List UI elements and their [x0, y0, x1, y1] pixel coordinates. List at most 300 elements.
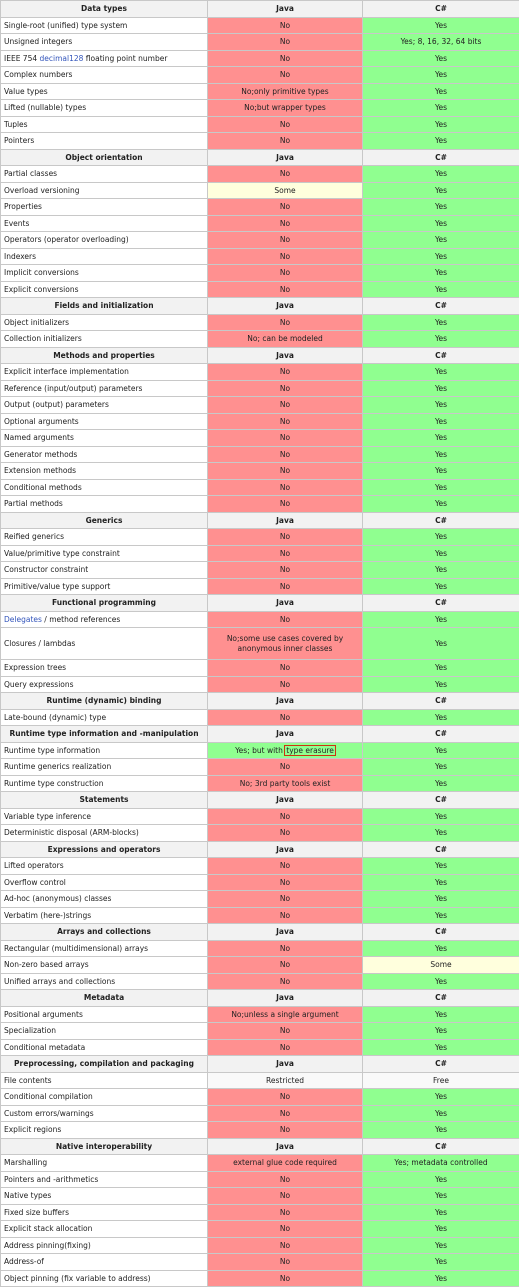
table-row [1, 1188, 519, 1205]
feature-link[interactable]: decimal128 [40, 54, 84, 63]
csharp-value: Yes [363, 676, 519, 693]
table-row [1, 858, 519, 875]
type-erasure-link[interactable]: type erasure [285, 746, 335, 755]
table-row [1, 562, 519, 579]
java-value: No [208, 940, 363, 957]
table-row [1, 742, 519, 759]
java-value: No [208, 676, 363, 693]
column-header-csharp: C# [363, 512, 519, 529]
column-header-java: Java [208, 1, 363, 18]
table-row [1, 116, 519, 133]
section-title[interactable]: Data types [1, 1, 208, 18]
java-value: No [208, 50, 363, 67]
java-value: No [208, 1039, 363, 1056]
java-value-text: Yes; but with [235, 746, 285, 755]
feature-cell [1, 50, 208, 67]
java-value: No [208, 957, 363, 974]
csharp-value: Yes [363, 578, 519, 595]
section-header-preprocessing-compilation-and-packaging [1, 1056, 519, 1073]
table-row [1, 825, 519, 842]
table-row [1, 331, 519, 348]
csharp-value: Yes [363, 825, 519, 842]
csharp-value: Yes [363, 973, 519, 990]
feature-cell: Explicit stack allocation [1, 1221, 208, 1238]
csharp-value: Yes [363, 1171, 519, 1188]
java-value: No [208, 166, 363, 183]
feature-cell [1, 611, 208, 628]
table-row [1, 1204, 519, 1221]
table-row [1, 545, 519, 562]
section-title[interactable]: Runtime type information and -manipulation [1, 726, 208, 743]
feature-cell: Non-zero based arrays [1, 957, 208, 974]
table-row [1, 973, 519, 990]
java-value: No [208, 562, 363, 579]
java-value: No [208, 34, 363, 51]
feature-cell: Pointers and -arithmetics [1, 1171, 208, 1188]
section-header-expressions-and-operators [1, 841, 519, 858]
csharp-value: Yes [363, 413, 519, 430]
csharp-value: Yes [363, 248, 519, 265]
java-value: No [208, 67, 363, 84]
feature-cell: Optional arguments [1, 413, 208, 430]
csharp-value: Yes [363, 874, 519, 891]
feature-cell[interactable]: Unsigned integers [1, 34, 208, 51]
java-value: No [208, 133, 363, 150]
java-value: No [208, 1188, 363, 1205]
csharp-value: Yes [363, 891, 519, 908]
table-row [1, 1072, 519, 1089]
table-row [1, 380, 519, 397]
java-value: No [208, 1171, 363, 1188]
table-row [1, 430, 519, 447]
section-title[interactable]: Functional programming [1, 595, 208, 612]
feature-cell: Lifted operators [1, 858, 208, 875]
section-header-metadata [1, 990, 519, 1007]
feature-cell: Named arguments [1, 430, 208, 447]
csharp-value: Yes [363, 907, 519, 924]
csharp-value: Yes [363, 463, 519, 480]
feature-cell: Specialization [1, 1023, 208, 1040]
table-row [1, 133, 519, 150]
csharp-value: Yes [363, 660, 519, 677]
table-row [1, 83, 519, 100]
table-row [1, 611, 519, 628]
feature-cell[interactable]: Tuples [1, 116, 208, 133]
table-row [1, 314, 519, 331]
table-row [1, 34, 519, 51]
java-value: No [208, 1254, 363, 1271]
section-title: Native interoperability [1, 1138, 208, 1155]
csharp-value: Yes [363, 775, 519, 792]
csharp-value: Yes [363, 166, 519, 183]
table-row [1, 248, 519, 265]
csharp-value: Yes [363, 562, 519, 579]
java-value: No [208, 479, 363, 496]
column-header-java: Java [208, 595, 363, 612]
java-value: No [208, 281, 363, 298]
table-row [1, 1122, 519, 1139]
table-row [1, 628, 519, 660]
table-row [1, 907, 519, 924]
java-value: No [208, 529, 363, 546]
table-row [1, 446, 519, 463]
java-value: No [208, 380, 363, 397]
feature-cell: Reified generics [1, 529, 208, 546]
table-body [1, 1, 519, 1287]
feature-cell: Expression trees [1, 660, 208, 677]
table-row [1, 364, 519, 381]
section-title: Fields and initialization [1, 298, 208, 315]
column-header-java: Java [208, 347, 363, 364]
section-header-statements [1, 792, 519, 809]
table-row [1, 17, 519, 34]
section-title: Statements [1, 792, 208, 809]
table-row [1, 100, 519, 117]
table-row [1, 463, 519, 480]
java-value: No;unless a single argument [208, 1006, 363, 1023]
csharp-value: Yes [363, 1221, 519, 1238]
csharp-value: Yes [363, 17, 519, 34]
java-value: No [208, 1270, 363, 1287]
table-row [1, 166, 519, 183]
feature-cell: Events [1, 215, 208, 232]
feature-cell: Conditional compilation [1, 1089, 208, 1106]
java-value: No [208, 397, 363, 414]
csharp-value: Yes [363, 215, 519, 232]
feature-cell: Conditional metadata [1, 1039, 208, 1056]
java-value: No [208, 17, 363, 34]
table-row [1, 1105, 519, 1122]
java-value: No;only primitive types [208, 83, 363, 100]
java-value: No [208, 1105, 363, 1122]
java-value: No [208, 248, 363, 265]
feature-cell: Marshalling [1, 1155, 208, 1172]
table-row [1, 232, 519, 249]
table-row [1, 397, 519, 414]
feature-cell: Explicit regions [1, 1122, 208, 1139]
feature-link[interactable]: Delegates [4, 615, 42, 624]
csharp-value: Yes [363, 1254, 519, 1271]
table-row [1, 759, 519, 776]
section-header-runtime-dynamic-binding [1, 693, 519, 710]
java-value: No [208, 545, 363, 562]
java-value: No [208, 578, 363, 595]
csharp-value: Yes; 8, 16, 32, 64 bits [363, 34, 519, 51]
feature-cell: Query expressions [1, 676, 208, 693]
feature-cell: Single-root (unified) type system [1, 17, 208, 34]
java-value: No [208, 759, 363, 776]
csharp-value: Yes [363, 116, 519, 133]
table-row [1, 1006, 519, 1023]
feature-cell: Variable type inference [1, 808, 208, 825]
column-header-csharp: C# [363, 149, 519, 166]
table-row [1, 413, 519, 430]
column-header-csharp: C# [363, 841, 519, 858]
table-row [1, 529, 519, 546]
java-value: No;some use cases covered by anonymous inner classes [208, 628, 363, 660]
column-header-java: Java [208, 1056, 363, 1073]
feature-cell: Collection initializers [1, 331, 208, 348]
java-value: No [208, 265, 363, 282]
table-row [1, 940, 519, 957]
java-value: No [208, 709, 363, 726]
column-header-csharp: C# [363, 693, 519, 710]
csharp-value: Yes [363, 742, 519, 759]
feature-cell: Positional arguments [1, 1006, 208, 1023]
feature-cell: Rectangular (multidimensional) arrays [1, 940, 208, 957]
csharp-value: Yes [363, 1006, 519, 1023]
section-title: Expressions and operators [1, 841, 208, 858]
csharp-value: Yes [363, 808, 519, 825]
column-header-java: Java [208, 298, 363, 315]
feature-cell: Unified arrays and collections [1, 973, 208, 990]
table-row [1, 1254, 519, 1271]
java-value [208, 742, 363, 759]
feature-text: floating point number [83, 54, 167, 63]
java-value: No [208, 463, 363, 480]
csharp-value: Yes [363, 1039, 519, 1056]
java-value: No [208, 199, 363, 216]
csharp-value: Yes [363, 759, 519, 776]
java-value: Some [208, 182, 363, 199]
table-row [1, 496, 519, 513]
table-row [1, 265, 519, 282]
section-title: Metadata [1, 990, 208, 1007]
csharp-value: Yes [363, 265, 519, 282]
csharp-value: Yes [363, 331, 519, 348]
table-row [1, 676, 519, 693]
table-row [1, 1270, 519, 1287]
table-row [1, 709, 519, 726]
csharp-value: Yes; metadata controlled [363, 1155, 519, 1172]
feature-cell[interactable]: Complex numbers [1, 67, 208, 84]
feature-cell: Properties [1, 199, 208, 216]
csharp-value: Yes [363, 133, 519, 150]
column-header-csharp: C# [363, 792, 519, 809]
java-value: No [208, 364, 363, 381]
section-header-object-orientation [1, 149, 519, 166]
csharp-value: Yes [363, 496, 519, 513]
java-value: No [208, 413, 363, 430]
feature-cell: Runtime generics realization [1, 759, 208, 776]
csharp-value: Yes [363, 1105, 519, 1122]
csharp-value: Some [363, 957, 519, 974]
csharp-value: Yes [363, 858, 519, 875]
feature-cell: Extension methods [1, 463, 208, 480]
java-value: Restricted [208, 1072, 363, 1089]
table-row [1, 1171, 519, 1188]
section-title: Methods and properties [1, 347, 208, 364]
table-row [1, 957, 519, 974]
csharp-value: Yes [363, 709, 519, 726]
feature-cell: Object initializers [1, 314, 208, 331]
section-header-data-types [1, 1, 519, 18]
feature-text: / method references [42, 615, 120, 624]
java-value: No [208, 907, 363, 924]
java-value: No [208, 1089, 363, 1106]
table-row [1, 281, 519, 298]
table-row [1, 1023, 519, 1040]
feature-cell: Runtime type information [1, 742, 208, 759]
feature-cell: Indexers [1, 248, 208, 265]
csharp-value: Yes [363, 364, 519, 381]
table-row [1, 1221, 519, 1238]
section-header-fields-and-initialization [1, 298, 519, 315]
table-row [1, 1089, 519, 1106]
csharp-value: Yes [363, 1237, 519, 1254]
feature-cell: Generator methods [1, 446, 208, 463]
feature-cell[interactable]: Object pinning (fix variable to address) [1, 1270, 208, 1287]
feature-cell: Output (output) parameters [1, 397, 208, 414]
feature-cell: Deterministic disposal (ARM-blocks) [1, 825, 208, 842]
column-header-java: Java [208, 1138, 363, 1155]
csharp-value: Yes [363, 430, 519, 447]
feature-cell: Address pinning(fixing) [1, 1237, 208, 1254]
table-row [1, 874, 519, 891]
java-value: No [208, 660, 363, 677]
feature-cell[interactable]: Pointers [1, 133, 208, 150]
csharp-value: Yes [363, 545, 519, 562]
feature-cell: Value/primitive type constraint [1, 545, 208, 562]
csharp-value: Yes [363, 628, 519, 660]
feature-text: IEEE 754 [4, 54, 40, 63]
table-row [1, 50, 519, 67]
table-row [1, 660, 519, 677]
column-header-java: Java [208, 726, 363, 743]
java-value: No;but wrapper types [208, 100, 363, 117]
java-value: No [208, 825, 363, 842]
section-title: Generics [1, 512, 208, 529]
csharp-value: Free [363, 1072, 519, 1089]
feature-cell: Closures / lambdas [1, 628, 208, 660]
java-value: No [208, 874, 363, 891]
section-header-generics [1, 512, 519, 529]
java-value: external glue code required [208, 1155, 363, 1172]
java-value: No [208, 215, 363, 232]
column-header-csharp: C# [363, 595, 519, 612]
java-value: No [208, 314, 363, 331]
csharp-value: Yes [363, 281, 519, 298]
feature-cell: Primitive/value type support [1, 578, 208, 595]
csharp-value: Yes [363, 314, 519, 331]
java-value: No [208, 496, 363, 513]
feature-cell: Overflow control [1, 874, 208, 891]
table-row [1, 182, 519, 199]
feature-cell: Conditional methods [1, 479, 208, 496]
table-row [1, 215, 519, 232]
column-header-java: Java [208, 512, 363, 529]
section-header-native-interoperability [1, 1138, 519, 1155]
csharp-value: Yes [363, 446, 519, 463]
section-title[interactable]: Runtime (dynamic) binding [1, 693, 208, 710]
feature-cell[interactable]: Value types [1, 83, 208, 100]
table-row [1, 199, 519, 216]
csharp-value: Yes [363, 182, 519, 199]
java-value: No [208, 116, 363, 133]
column-header-java: Java [208, 841, 363, 858]
table-row [1, 808, 519, 825]
feature-cell: Verbatim (here-)strings [1, 907, 208, 924]
table-row [1, 578, 519, 595]
csharp-value: Yes [363, 1188, 519, 1205]
section-title: Preprocessing, compilation and packaging [1, 1056, 208, 1073]
table-row [1, 479, 519, 496]
java-value: No [208, 1122, 363, 1139]
csharp-value: Yes [363, 50, 519, 67]
java-value: No [208, 232, 363, 249]
column-header-csharp: C# [363, 1056, 519, 1073]
table-row [1, 67, 519, 84]
feature-cell: Constructor constraint [1, 562, 208, 579]
table-row [1, 1237, 519, 1254]
java-value: No [208, 430, 363, 447]
column-header-csharp: C# [363, 924, 519, 941]
section-header-arrays-and-collections [1, 924, 519, 941]
feature-cell: Overload versioning [1, 182, 208, 199]
java-value: No [208, 1237, 363, 1254]
java-value: No [208, 891, 363, 908]
feature-cell: Custom errors/warnings [1, 1105, 208, 1122]
java-value: No [208, 808, 363, 825]
table-row [1, 1155, 519, 1172]
feature-cell[interactable]: Lifted (nullable) types [1, 100, 208, 117]
csharp-value: Yes [363, 940, 519, 957]
java-value: No [208, 1221, 363, 1238]
csharp-value: Yes [363, 397, 519, 414]
table-row [1, 775, 519, 792]
csharp-value: Yes [363, 67, 519, 84]
java-value: No [208, 1023, 363, 1040]
java-value: No [208, 446, 363, 463]
csharp-value: Yes [363, 380, 519, 397]
feature-cell: Address-of [1, 1254, 208, 1271]
section-title: Arrays and collections [1, 924, 208, 941]
section-title: Object orientation [1, 149, 208, 166]
csharp-value: Yes [363, 83, 519, 100]
column-header-csharp: C# [363, 1138, 519, 1155]
feature-cell: Explicit interface implementation [1, 364, 208, 381]
column-header-csharp: C# [363, 990, 519, 1007]
csharp-value: Yes [363, 199, 519, 216]
csharp-value: Yes [363, 1270, 519, 1287]
java-value: No; can be modeled [208, 331, 363, 348]
java-value: No; 3rd party tools exist [208, 775, 363, 792]
column-header-java: Java [208, 924, 363, 941]
column-header-java: Java [208, 792, 363, 809]
column-header-csharp: C# [363, 1, 519, 18]
csharp-value: Yes [363, 529, 519, 546]
column-header-csharp: C# [363, 298, 519, 315]
csharp-value: Yes [363, 232, 519, 249]
feature-cell: File contents [1, 1072, 208, 1089]
feature-cell: Implicit conversions [1, 265, 208, 282]
feature-cell: Reference (input/output) parameters [1, 380, 208, 397]
csharp-value: Yes [363, 1089, 519, 1106]
section-header-methods-and-properties [1, 347, 519, 364]
column-header-csharp: C# [363, 726, 519, 743]
feature-cell: Partial methods [1, 496, 208, 513]
feature-cell: Ad-hoc (anonymous) classes [1, 891, 208, 908]
feature-cell: Explicit conversions [1, 281, 208, 298]
table-row [1, 891, 519, 908]
csharp-value: Yes [363, 1122, 519, 1139]
table-row [1, 1039, 519, 1056]
csharp-value: Yes [363, 479, 519, 496]
java-value: No [208, 858, 363, 875]
column-header-csharp: C# [363, 347, 519, 364]
feature-cell: Fixed size buffers [1, 1204, 208, 1221]
java-value: No [208, 611, 363, 628]
